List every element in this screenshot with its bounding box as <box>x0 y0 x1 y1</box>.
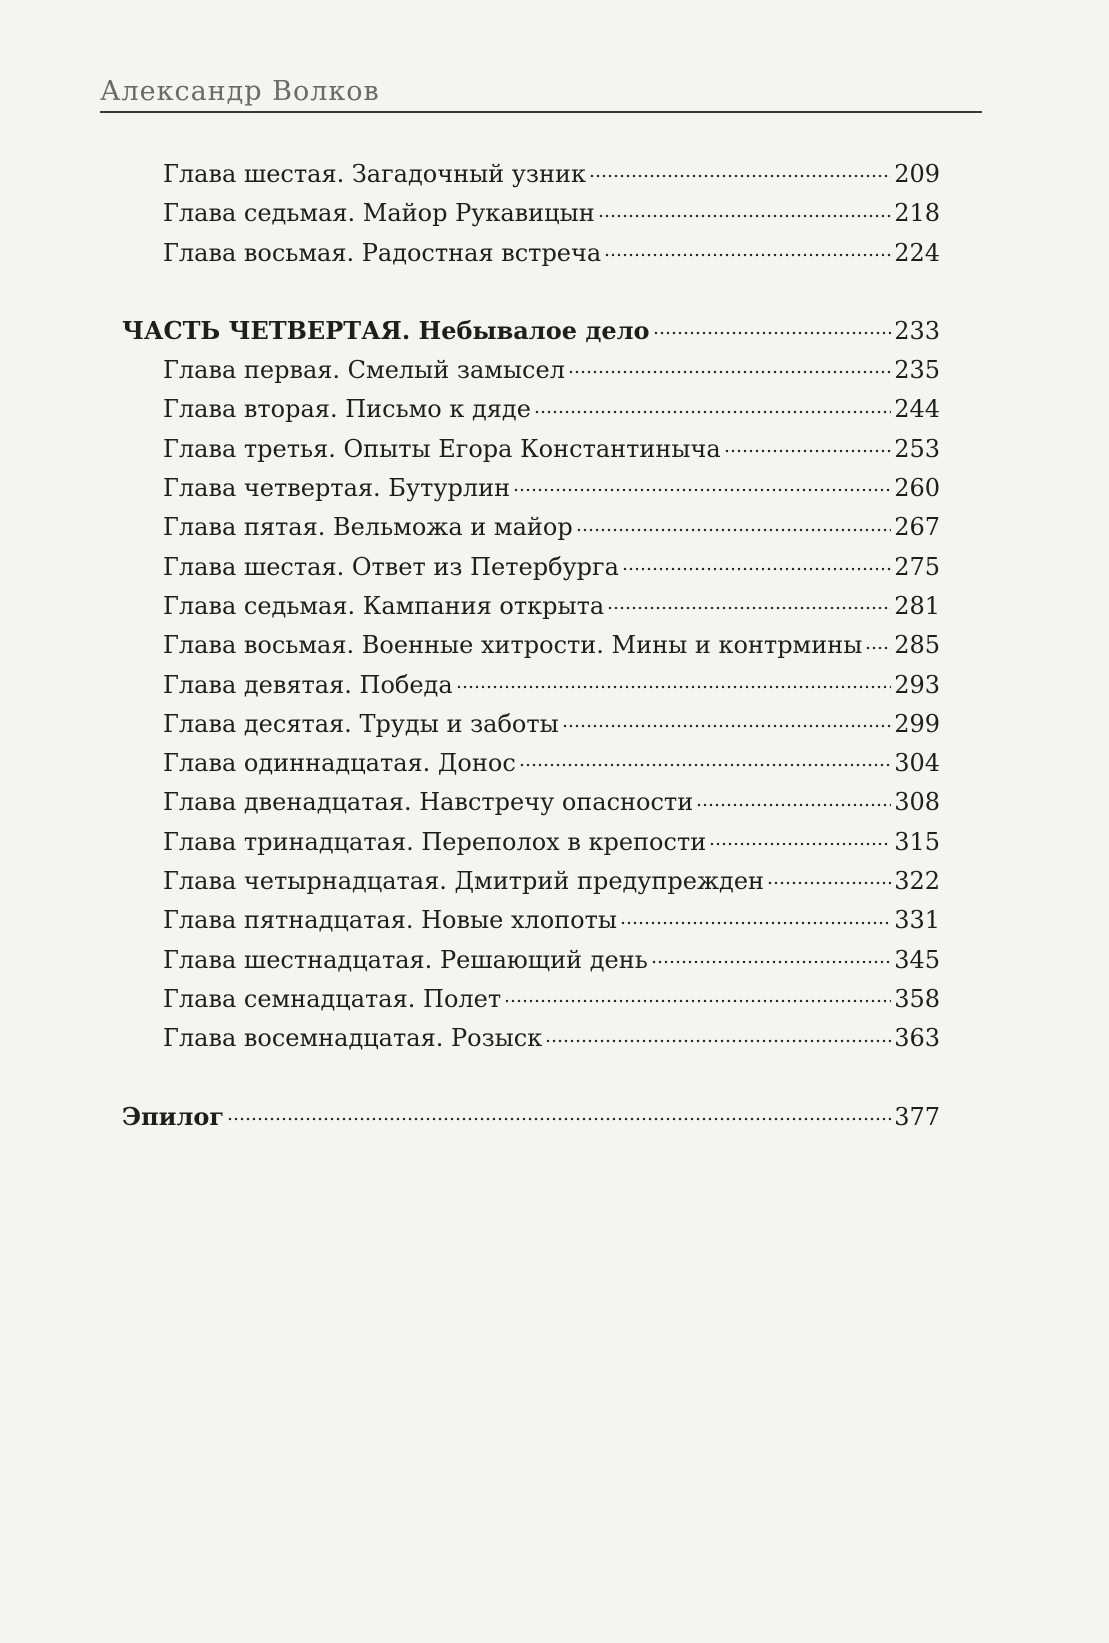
dot-leader <box>568 354 891 378</box>
toc-page-number: 308 <box>894 788 940 817</box>
toc-entry-title: Глава третья. Опыты Егора Константиныча <box>163 434 721 463</box>
toc-entry-title: Глава тринадцатая. Переполох в крепости <box>163 827 707 856</box>
toc-part-entry <box>122 1101 940 1140</box>
toc-chapter-entry <box>122 158 940 197</box>
toc-entry-title: Глава восьмая. Военные хитрости. Мины и контрмины <box>163 631 863 660</box>
dot-leader <box>519 747 891 771</box>
header-rule <box>100 111 982 113</box>
running-head: Александр Волков <box>100 76 380 107</box>
toc-chapter-entry <box>122 708 940 747</box>
toc-page-number: 218 <box>894 199 940 228</box>
toc-entry-title: Глава седьмая. Майор Рукавицын <box>163 199 595 228</box>
toc-chapter-entry <box>122 433 940 472</box>
toc-page-number: 209 <box>894 160 940 188</box>
toc-entry-title: Глава шестая. Ответ из Петербурга <box>163 552 619 581</box>
toc-entry-title: Глава восьмая. Радостная встреча <box>163 238 602 267</box>
toc-page-number: 224 <box>894 238 940 267</box>
toc-page-number: 331 <box>894 906 940 935</box>
dot-leader <box>620 904 891 928</box>
toc-page-number: 358 <box>894 984 940 1013</box>
dot-leader <box>456 669 892 693</box>
toc-entry-title: Глава четвертая. Бутурлин <box>163 474 511 503</box>
toc-chapter-entry <box>122 826 940 865</box>
dot-leader <box>607 590 891 614</box>
toc-chapter-entry <box>122 944 940 983</box>
toc-page-number: 275 <box>894 552 940 581</box>
toc-entry-title: Глава шестнадцатая. Решающий день <box>163 945 648 974</box>
section-gap <box>122 276 940 315</box>
toc-entry-title: Глава пятнадцатая. Новые хлопоты <box>163 906 617 935</box>
toc-chapter-entry <box>122 511 940 550</box>
dot-leader <box>598 197 891 221</box>
toc-chapter-entry <box>122 904 940 943</box>
toc-chapter-entry <box>122 747 940 786</box>
toc-page-number: 253 <box>894 434 940 463</box>
toc-chapter-entry <box>122 472 940 511</box>
toc-chapter-entry <box>122 197 940 236</box>
toc-entry-title: Глава семнадцатая. Полет <box>163 984 502 1013</box>
toc-page-number: 281 <box>894 591 940 620</box>
dot-leader <box>696 786 891 810</box>
toc-entry-title: Глава шестая. Загадочный узник <box>163 160 586 188</box>
toc-page-number: 285 <box>894 631 940 660</box>
toc-page-number: 235 <box>894 356 940 385</box>
dot-leader <box>724 433 891 457</box>
toc-entry-title: Глава двенадцатая. Навстречу опасности <box>163 788 694 817</box>
toc-entry-title: ЧАСТЬ ЧЕТВЕРТАЯ. Небывалое дело <box>122 315 650 345</box>
toc-entry-title: Глава пятая. Вельможа и майор <box>163 513 573 542</box>
dot-leader <box>562 708 891 732</box>
toc-page-number: 233 <box>894 316 940 345</box>
table-of-contents <box>122 158 940 1140</box>
dot-leader <box>604 237 891 261</box>
toc-chapter-entry <box>122 393 940 432</box>
dot-leader <box>545 1022 891 1046</box>
dot-leader <box>767 865 891 889</box>
toc-chapter-entry <box>122 551 940 590</box>
toc-entry-title: Глава четырнадцатая. Дмитрий предупрежден <box>163 867 765 896</box>
dot-leader <box>504 983 891 1007</box>
toc-chapter-entry <box>122 629 940 668</box>
toc-entry-title: Глава седьмая. Кампания открыта <box>163 591 605 620</box>
dot-leader <box>576 511 891 535</box>
toc-chapter-entry <box>122 590 940 629</box>
toc-part-entry <box>122 315 940 354</box>
dot-leader <box>651 944 891 968</box>
toc-page-number: 267 <box>894 513 940 542</box>
toc-entry-title: Глава вторая. Письмо к дяде <box>163 395 531 424</box>
toc-chapter-entry <box>122 237 940 276</box>
toc-chapter-entry <box>122 354 940 393</box>
dot-leader <box>622 551 891 575</box>
toc-entry-title: Глава восемнадцатая. Розыск <box>163 1024 543 1053</box>
toc-chapter-entry <box>122 1022 940 1061</box>
toc-page-number: 260 <box>894 474 940 503</box>
toc-entry-title: Эпилог <box>122 1101 225 1131</box>
toc-entry-title: Глава первая. Смелый замысел <box>163 356 565 385</box>
toc-entry-title: Глава десятая. Труды и заботы <box>163 709 559 738</box>
section-gap <box>122 1062 940 1101</box>
toc-chapter-entry <box>122 786 940 825</box>
toc-entry-title: Глава одиннадцатая. Донос <box>163 749 516 778</box>
toc-page-number: 377 <box>894 1102 940 1131</box>
dot-leader <box>653 315 892 339</box>
toc-page-number: 315 <box>894 827 940 856</box>
dot-leader <box>709 826 891 850</box>
toc-page-number: 293 <box>894 670 940 699</box>
toc-page-number: 322 <box>894 867 940 896</box>
dot-leader <box>227 1101 891 1125</box>
toc-chapter-entry <box>122 865 940 904</box>
dot-leader <box>513 472 891 496</box>
toc-page-number: 299 <box>894 709 940 738</box>
toc-chapter-entry <box>122 983 940 1022</box>
dot-leader <box>534 393 891 417</box>
toc-entry-title: Глава девятая. Победа <box>163 670 453 699</box>
toc-page-number: 363 <box>894 1024 940 1053</box>
toc-page-number: 345 <box>894 945 940 974</box>
toc-page-number: 244 <box>894 395 940 424</box>
toc-chapter-entry <box>122 669 940 708</box>
dot-leader <box>865 629 891 653</box>
dot-leader <box>589 158 891 182</box>
toc-page-number: 304 <box>894 749 940 778</box>
